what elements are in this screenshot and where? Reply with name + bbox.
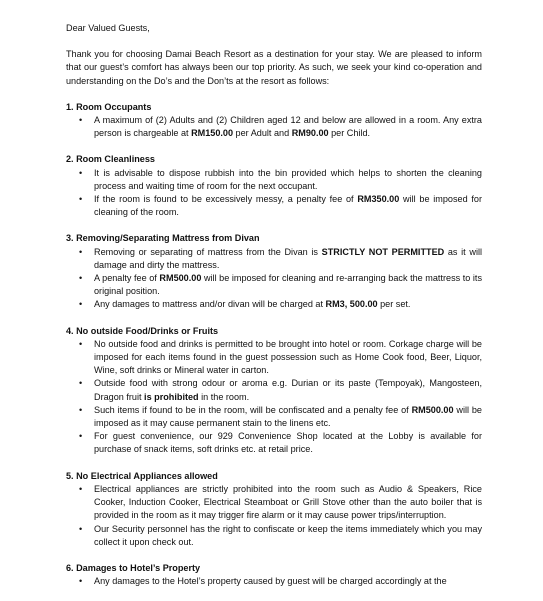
text-run: will be imposed for cleaning of the room. — [94, 194, 482, 218]
text-run: It is advisable to dispose rubbish into the bin provided which helps to shorten the cleaning process and waiting time of room for the next occupant. — [94, 167, 482, 191]
text-run: per set. — [377, 299, 411, 310]
greeting: Dear Valued Guests, — [66, 23, 150, 33]
section-4 — [66, 325, 482, 457]
section-3 — [66, 232, 482, 311]
bold-text: RM90.00 — [291, 128, 329, 139]
bullet-item — [66, 575, 482, 588]
text-run: as it will damage and dirty the mattress. — [94, 246, 483, 270]
section-title: 1. Room Occupants — [66, 101, 152, 112]
text-run: No outside food and drinks is permitted to be brought into hotel or room. Corkage charge will be imposed for each items found in the guest possession such as Home Cook food, Beer, Liquor, Wine, soft drinks or Mineral water in carton. — [94, 338, 482, 376]
bullet-item — [66, 404, 482, 430]
section-title: 4. No outside Food/Drinks or Fruits — [66, 325, 219, 336]
letter-body — [66, 22, 482, 601]
bold-text: RM3, 500.00 — [325, 299, 378, 310]
bold-text: is prohibited — [144, 391, 199, 402]
bullet-item — [66, 193, 482, 219]
text-run: If the room is found to be excessively messy, a penalty fee of — [94, 194, 358, 205]
text-run: per Adult and — [233, 128, 292, 139]
bullet-list — [66, 483, 482, 549]
bullet-item — [66, 483, 482, 523]
intro-paragraph: Thank you for choosing Damai Beach Resort as a destination for your stay. We are pleased to inform that our guest’s comfort has always been our top priority. As such, we seek your kind co-operation and understanding on the Do’s and the Don’ts at the resort as follows: — [66, 49, 482, 86]
text-run: A maximum of (2) Adults and (2) Children aged 12 and below are allowed in a room. Any extra person is chargeable at — [94, 115, 482, 139]
bullet-item — [66, 377, 482, 403]
text-run: For guest convenience, our 929 Convenience Shop located at the Lobby is available for purchase of snack items, soft drinks etc. at retail price. — [94, 431, 482, 455]
section-title: 2. Room Cleanliness — [66, 154, 155, 165]
bullet-item — [66, 523, 482, 549]
bold-text: RM350.00 — [357, 194, 400, 205]
bullet-list — [66, 575, 482, 588]
section-6 — [66, 562, 482, 588]
bullet-item — [66, 430, 482, 456]
text-run: will be imposed for cleaning and re-arranging back the mattress to its original position. — [94, 273, 482, 297]
bullet-list — [66, 167, 482, 220]
bullet-item — [66, 272, 482, 298]
section-2 — [66, 153, 482, 219]
section-1 — [66, 101, 482, 141]
bullet-item — [66, 114, 482, 140]
text-run: Electrical appliances are strictly prohibited into the room such as Audio & Speakers, Rice Cooker, Induction Cooker, Electrical Steamboat or Grill Stove other than the auto boiler that is provided in the room as it may trigger fire alarm or it may cause power trips/interruption. — [94, 483, 482, 521]
text-run: Outside food with strong odour or aroma e.g. Durian or its paste (Tempoyak), Mangosteen, Dragon fruit — [94, 378, 482, 402]
text-run: Our Security personnel has the right to confiscate or keep the items immediately which you may collect it upon check out. — [94, 523, 482, 547]
rules-sections — [66, 101, 482, 589]
section-title: 5. No Electrical Appliances allowed — [66, 470, 218, 481]
section-title: 6. Damages to Hotel’s Property — [66, 562, 201, 573]
bold-text: STRICTLY NOT PERMITTED — [321, 246, 445, 257]
section-5 — [66, 470, 482, 549]
bullet-item — [66, 246, 482, 272]
bullet-list — [66, 246, 482, 312]
text-run: A penalty fee of — [94, 273, 160, 284]
text-run: Any damages to the Hotel’s property caused by guest will be charged accordingly at the — [94, 576, 447, 587]
text-run: Such items if found to be in the room, will be confiscated and a penalty fee of — [94, 404, 412, 415]
bullet-list — [66, 114, 482, 140]
bold-text: RM150.00 — [191, 128, 234, 139]
text-run: will be imposed as it may cause permanent stain to the linens etc. — [94, 404, 482, 429]
bullet-item — [66, 338, 482, 378]
text-run: Removing or separating of mattress from the Divan is — [94, 246, 322, 257]
bullet-list — [66, 338, 482, 457]
bold-text: RM500.00 — [159, 273, 202, 284]
text-run: in the room. — [198, 391, 250, 402]
bullet-item — [66, 167, 482, 193]
text-run: per Child. — [328, 128, 371, 139]
text-run: Any damages to mattress and/or divan will be charged at — [94, 299, 326, 310]
bullet-item — [66, 298, 482, 311]
bold-text: RM500.00 — [411, 404, 454, 415]
section-title: 3. Removing/Separating Mattress from Divan — [66, 233, 260, 244]
